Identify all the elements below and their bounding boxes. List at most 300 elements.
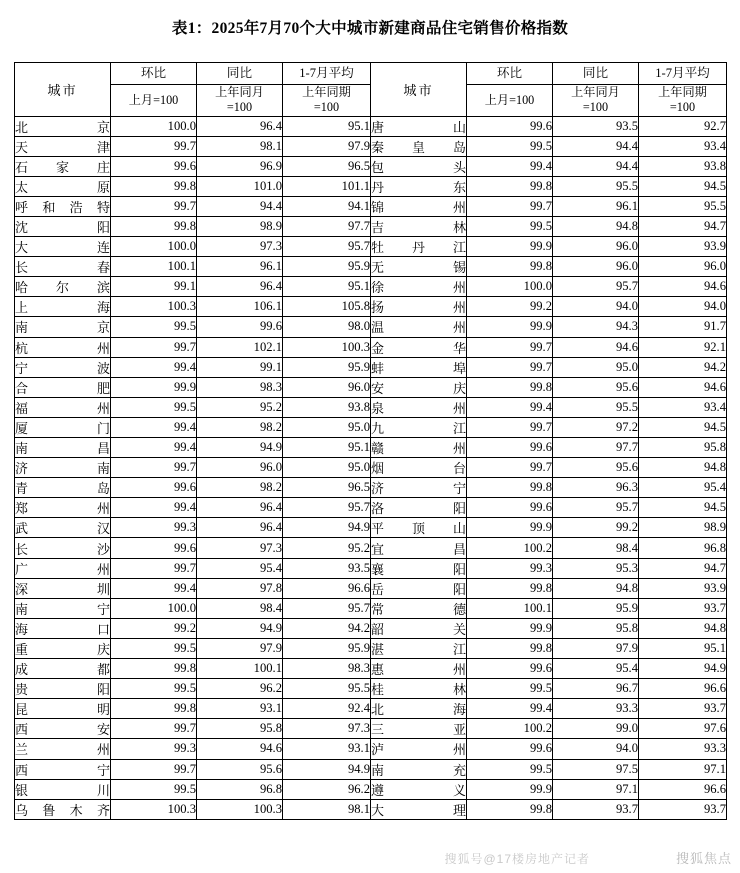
value-avg-left: 94.9 [283,518,371,538]
city-name-right: 蚌 埠 [371,357,467,377]
city-name-right: 韶 关 [371,618,467,638]
table-row [15,116,727,136]
value-yoy-right: 95.6 [553,377,639,397]
city-name-left: 兰 州 [15,739,111,759]
city-name-left: 杭 州 [15,337,111,357]
value-avg-left: 94.9 [283,759,371,779]
value-avg-right: 96.0 [639,257,727,277]
city-name-right: 襄 阳 [371,558,467,578]
value-avg-right: 95.5 [639,196,727,216]
city-name-right: 包 头 [371,156,467,176]
header-group-avg-left: 1-7月平均 [283,63,371,85]
value-avg-left: 96.0 [283,377,371,397]
value-avg-right: 94.7 [639,558,727,578]
table-row [15,538,727,558]
value-yoy-left: 96.4 [197,116,283,136]
value-avg-right: 93.4 [639,397,727,417]
value-avg-left: 96.5 [283,478,371,498]
value-avg-left: 95.1 [283,116,371,136]
value-yoy-left: 98.3 [197,377,283,397]
value-mom-right: 99.7 [467,458,553,478]
city-name-right: 岳 阳 [371,578,467,598]
value-yoy-right: 93.7 [553,799,639,819]
city-name-left: 深 圳 [15,578,111,598]
value-yoy-left: 98.1 [197,136,283,156]
value-mom-right: 99.4 [467,156,553,176]
value-yoy-right: 95.5 [553,176,639,196]
value-yoy-left: 94.9 [197,618,283,638]
value-avg-left: 95.0 [283,458,371,478]
value-avg-left: 95.1 [283,438,371,458]
value-yoy-right: 94.4 [553,136,639,156]
value-mom-right: 99.5 [467,216,553,236]
value-mom-left: 99.8 [111,176,197,196]
value-mom-right: 99.9 [467,518,553,538]
value-yoy-right: 96.0 [553,237,639,257]
value-mom-right: 100.2 [467,719,553,739]
table-row [15,317,727,337]
table-row [15,176,727,196]
value-mom-right: 99.2 [467,297,553,317]
value-avg-left: 95.2 [283,538,371,558]
table-row [15,739,727,759]
value-avg-left: 95.7 [283,237,371,257]
table-body [15,116,727,819]
value-mom-left: 99.4 [111,578,197,598]
city-name-right: 吉 林 [371,216,467,236]
city-name-left: 青 岛 [15,478,111,498]
city-name-right: 大 理 [371,799,467,819]
value-mom-left: 99.8 [111,659,197,679]
city-name-left: 上 海 [15,297,111,317]
header-sub-yoy-right-line2: =100 [582,100,609,115]
value-mom-left: 99.3 [111,518,197,538]
city-name-left: 沈 阳 [15,216,111,236]
table-row [15,578,727,598]
value-mom-left: 99.4 [111,498,197,518]
city-name-left: 呼 和 浩 特 [15,196,111,216]
value-avg-left: 92.4 [283,699,371,719]
value-mom-left: 99.5 [111,779,197,799]
value-mom-left: 100.1 [111,257,197,277]
value-yoy-left: 96.1 [197,257,283,277]
value-avg-left: 95.7 [283,598,371,618]
value-avg-left: 98.3 [283,659,371,679]
value-avg-left: 94.1 [283,196,371,216]
city-name-left: 济 南 [15,458,111,478]
table-row [15,699,727,719]
table-row [15,498,727,518]
value-mom-left: 99.7 [111,136,197,156]
value-avg-right: 96.8 [639,538,727,558]
table-row [15,618,727,638]
value-mom-left: 99.5 [111,638,197,658]
city-name-right: 宜 昌 [371,538,467,558]
value-mom-left: 100.0 [111,237,197,257]
city-name-left: 西 安 [15,719,111,739]
value-mom-left: 99.6 [111,538,197,558]
value-mom-left: 99.5 [111,397,197,417]
value-avg-right: 94.8 [639,458,727,478]
header-row-groups [15,63,727,85]
value-mom-left: 99.7 [111,196,197,216]
value-mom-left: 99.6 [111,478,197,498]
value-yoy-left: 95.4 [197,558,283,578]
value-yoy-right: 94.6 [553,337,639,357]
value-avg-right: 93.4 [639,136,727,156]
city-name-left: 长 春 [15,257,111,277]
value-avg-right: 94.7 [639,216,727,236]
value-yoy-left: 97.8 [197,578,283,598]
value-avg-right: 91.7 [639,317,727,337]
value-yoy-right: 95.7 [553,498,639,518]
value-avg-right: 93.7 [639,799,727,819]
city-name-left: 成 都 [15,659,111,679]
value-yoy-left: 94.6 [197,739,283,759]
value-avg-left: 95.9 [283,357,371,377]
city-name-right: 泸 州 [371,739,467,759]
value-avg-right: 96.6 [639,679,727,699]
city-name-left: 海 口 [15,618,111,638]
value-yoy-left: 100.1 [197,659,283,679]
value-avg-left: 100.3 [283,337,371,357]
value-avg-right: 97.6 [639,719,727,739]
city-name-right: 遵 义 [371,779,467,799]
header-city-right: 城市 [371,63,467,117]
table-row [15,257,727,277]
value-mom-right: 99.5 [467,759,553,779]
table-row [15,558,727,578]
table-row [15,397,727,417]
value-mom-right: 99.3 [467,558,553,578]
city-name-left: 宁 波 [15,357,111,377]
value-mom-right: 99.8 [467,578,553,598]
value-yoy-right: 95.4 [553,659,639,679]
value-yoy-right: 95.0 [553,357,639,377]
table-row [15,779,727,799]
header-sub-yoy-left-line2: =100 [226,100,253,115]
city-name-right: 烟 台 [371,458,467,478]
value-avg-right: 95.8 [639,438,727,458]
table-row [15,679,727,699]
table-row [15,638,727,658]
city-name-right: 扬 州 [371,297,467,317]
city-name-right: 南 充 [371,759,467,779]
city-name-right: 丹 东 [371,176,467,196]
table-row [15,759,727,779]
value-yoy-right: 95.9 [553,598,639,618]
value-mom-right: 99.6 [467,438,553,458]
value-yoy-left: 93.1 [197,699,283,719]
value-avg-right: 93.7 [639,699,727,719]
city-name-left: 南 昌 [15,438,111,458]
value-yoy-left: 94.9 [197,438,283,458]
table-header [15,63,727,117]
header-sub-yoy-left-line1: 上年同月 [215,85,264,99]
value-mom-right: 99.8 [467,257,553,277]
value-yoy-left: 99.1 [197,357,283,377]
city-name-right: 锦 州 [371,196,467,216]
value-mom-left: 99.1 [111,277,197,297]
value-yoy-left: 98.2 [197,478,283,498]
value-yoy-right: 98.4 [553,538,639,558]
header-group-mom-left: 环比 [111,63,197,85]
city-name-right: 无 锡 [371,257,467,277]
city-name-left: 南 宁 [15,598,111,618]
value-yoy-left: 96.9 [197,156,283,176]
header-group-mom-right: 环比 [467,63,553,85]
value-avg-left: 96.6 [283,578,371,598]
value-yoy-left: 96.8 [197,779,283,799]
city-name-left: 太 原 [15,176,111,196]
watermark: 搜狐焦点 [675,851,732,866]
city-name-right: 赣 州 [371,438,467,458]
value-yoy-right: 97.1 [553,779,639,799]
value-yoy-right: 97.5 [553,759,639,779]
header-group-yoy-left: 同比 [197,63,283,85]
value-mom-right: 100.1 [467,598,553,618]
city-name-left: 合 肥 [15,377,111,397]
value-yoy-left: 95.2 [197,397,283,417]
value-mom-right: 99.8 [467,638,553,658]
value-mom-right: 99.8 [467,478,553,498]
header-sub-mom-left: 上月=100 [111,85,197,117]
value-avg-left: 97.3 [283,719,371,739]
header-sub-avg-left-line1: 上年同期 [302,85,351,99]
value-yoy-left: 106.1 [197,297,283,317]
city-name-right: 平 顶 山 [371,518,467,538]
table-row [15,659,727,679]
table-row [15,237,727,257]
value-avg-right: 97.1 [639,759,727,779]
value-mom-left: 99.6 [111,156,197,176]
table-row [15,377,727,397]
value-yoy-left: 98.2 [197,417,283,437]
value-yoy-right: 96.0 [553,257,639,277]
city-name-right: 洛 阳 [371,498,467,518]
value-avg-right: 94.2 [639,357,727,377]
value-mom-right: 99.5 [467,679,553,699]
value-avg-right: 93.7 [639,598,727,618]
value-mom-left: 99.7 [111,458,197,478]
city-name-left: 大 连 [15,237,111,257]
city-name-left: 西 宁 [15,759,111,779]
header-city-left: 城市 [15,63,111,117]
value-avg-right: 93.9 [639,237,727,257]
value-mom-right: 99.6 [467,116,553,136]
city-name-right: 常 德 [371,598,467,618]
header-group-yoy-right: 同比 [553,63,639,85]
table-row [15,156,727,176]
page-title: 表1：2025年7月70个大中城市新建商品住宅销售价格指数 [171,20,569,37]
value-avg-right: 94.5 [639,176,727,196]
value-mom-left: 100.0 [111,116,197,136]
table-row [15,357,727,377]
value-yoy-right: 96.7 [553,679,639,699]
value-mom-left: 99.5 [111,679,197,699]
value-mom-right: 99.6 [467,659,553,679]
city-name-right: 温 州 [371,317,467,337]
header-sub-mom-right: 上月=100 [467,85,553,117]
value-mom-right: 99.8 [467,176,553,196]
city-name-left: 福 州 [15,397,111,417]
value-avg-right: 95.4 [639,478,727,498]
value-mom-right: 99.9 [467,779,553,799]
value-yoy-right: 94.4 [553,156,639,176]
table-row [15,216,727,236]
city-name-left: 天 津 [15,136,111,156]
city-name-left: 武 汉 [15,518,111,538]
table-row [15,337,727,357]
value-yoy-left: 97.9 [197,638,283,658]
value-avg-left: 95.0 [283,417,371,437]
city-name-left: 乌 鲁 木 齐 [15,799,111,819]
table-row [15,478,727,498]
value-avg-left: 98.1 [283,799,371,819]
table-row [15,196,727,216]
value-yoy-left: 97.3 [197,538,283,558]
value-yoy-right: 97.9 [553,638,639,658]
value-avg-left: 101.1 [283,176,371,196]
value-mom-right: 99.6 [467,498,553,518]
city-name-left: 银 川 [15,779,111,799]
city-name-right: 济 宁 [371,478,467,498]
watermark-secondary: 搜狐号@17楼房地产记者 [444,852,590,866]
city-name-right: 牡 丹 江 [371,237,467,257]
city-name-right: 泉 州 [371,397,467,417]
value-yoy-right: 95.7 [553,277,639,297]
value-yoy-right: 95.5 [553,397,639,417]
city-name-right: 唐 山 [371,116,467,136]
value-avg-left: 97.9 [283,136,371,156]
city-name-left: 贵 阳 [15,679,111,699]
header-sub-yoy-left [197,85,283,117]
city-name-left: 广 州 [15,558,111,578]
value-mom-left: 99.9 [111,377,197,397]
value-yoy-right: 95.6 [553,458,639,478]
value-avg-left: 95.9 [283,257,371,277]
city-name-right: 徐 州 [371,277,467,297]
city-name-right: 三 亚 [371,719,467,739]
city-name-right: 湛 江 [371,638,467,658]
value-mom-right: 99.9 [467,317,553,337]
value-avg-right: 93.3 [639,739,727,759]
header-sub-avg-right-line1: 上年同期 [658,85,707,99]
value-avg-left: 95.9 [283,638,371,658]
value-yoy-left: 95.8 [197,719,283,739]
value-avg-right: 92.1 [639,337,727,357]
price-index-table-wrapper [14,62,726,820]
value-avg-right: 93.9 [639,578,727,598]
value-avg-right: 94.5 [639,498,727,518]
table-row [15,297,727,317]
table-row [15,136,727,156]
value-yoy-right: 94.8 [553,216,639,236]
value-yoy-left: 100.3 [197,799,283,819]
city-name-right: 惠 州 [371,659,467,679]
value-yoy-right: 94.3 [553,317,639,337]
value-mom-right: 99.9 [467,237,553,257]
value-mom-left: 100.3 [111,799,197,819]
value-avg-right: 94.0 [639,297,727,317]
value-yoy-right: 94.8 [553,578,639,598]
value-mom-left: 99.5 [111,317,197,337]
value-mom-left: 100.0 [111,598,197,618]
city-name-right: 金 华 [371,337,467,357]
value-avg-left: 97.7 [283,216,371,236]
value-mom-left: 99.7 [111,719,197,739]
value-avg-right: 94.5 [639,417,727,437]
header-sub-yoy-right [553,85,639,117]
value-mom-left: 99.4 [111,417,197,437]
value-yoy-left: 96.0 [197,458,283,478]
value-yoy-left: 98.9 [197,216,283,236]
value-yoy-right: 93.5 [553,116,639,136]
value-mom-left: 99.2 [111,618,197,638]
value-avg-right: 94.6 [639,277,727,297]
value-mom-right: 99.8 [467,377,553,397]
value-yoy-right: 94.0 [553,297,639,317]
value-yoy-right: 93.3 [553,699,639,719]
value-yoy-right: 96.3 [553,478,639,498]
city-name-left: 南 京 [15,317,111,337]
value-mom-left: 99.7 [111,759,197,779]
value-mom-left: 99.8 [111,216,197,236]
value-yoy-right: 97.2 [553,417,639,437]
header-sub-yoy-right-line1: 上年同月 [571,85,620,99]
value-avg-right: 98.9 [639,518,727,538]
value-avg-left: 93.8 [283,397,371,417]
value-avg-right: 94.6 [639,377,727,397]
value-yoy-left: 102.1 [197,337,283,357]
header-sub-avg-left [283,85,371,117]
value-yoy-right: 94.0 [553,739,639,759]
city-name-right: 秦 皇 岛 [371,136,467,156]
header-sub-avg-right-line2: =100 [669,100,696,115]
header-sub-avg-right [639,85,727,117]
table-row [15,458,727,478]
value-mom-right: 99.4 [467,699,553,719]
value-avg-left: 98.0 [283,317,371,337]
value-avg-left: 105.8 [283,297,371,317]
value-avg-left: 95.1 [283,277,371,297]
value-yoy-left: 95.6 [197,759,283,779]
city-name-right: 九 江 [371,417,467,437]
header-sub-avg-left-line2: =100 [313,100,340,115]
value-mom-right: 99.6 [467,739,553,759]
value-yoy-right: 97.7 [553,438,639,458]
city-name-left: 长 沙 [15,538,111,558]
value-yoy-left: 96.4 [197,277,283,297]
value-mom-right: 99.4 [467,397,553,417]
value-yoy-left: 94.4 [197,196,283,216]
city-name-right: 桂 林 [371,679,467,699]
value-mom-left: 99.7 [111,558,197,578]
value-mom-left: 100.3 [111,297,197,317]
table-row [15,417,727,437]
value-avg-right: 93.8 [639,156,727,176]
table-row [15,438,727,458]
table-row [15,277,727,297]
city-name-right: 北 海 [371,699,467,719]
value-mom-left: 99.8 [111,699,197,719]
value-avg-left: 93.5 [283,558,371,578]
city-name-left: 北 京 [15,116,111,136]
city-name-left: 哈 尔 滨 [15,277,111,297]
price-index-table [14,62,727,820]
value-mom-left: 99.7 [111,337,197,357]
value-mom-left: 99.3 [111,739,197,759]
